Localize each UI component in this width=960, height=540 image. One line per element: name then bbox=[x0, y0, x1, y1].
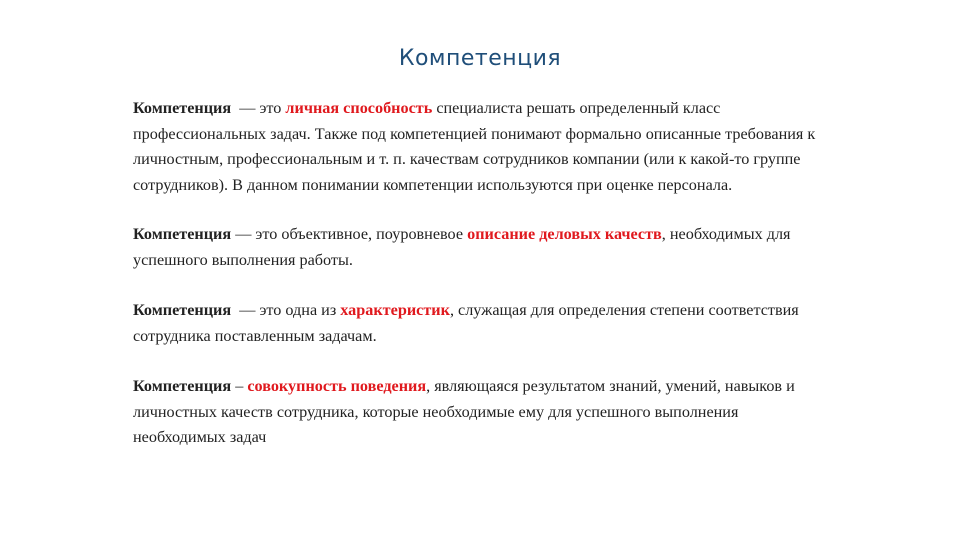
definition-text: — это объективное, поуровневое bbox=[231, 225, 468, 243]
definition-text: , служащая для определения степени соответствия bbox=[449, 301, 799, 319]
definition-text: , являющаяся результатом знаний, умений, навыков и bbox=[426, 377, 795, 395]
highlighted-phrase: личная способность bbox=[285, 99, 433, 117]
definition-line bbox=[133, 298, 833, 324]
definition-line: успешного выполнения работы. bbox=[133, 250, 353, 269]
definition-line: сотрудников). В данном понимании компетенции используются при оценке персонала. bbox=[133, 175, 733, 194]
definition-paragraph-1 bbox=[133, 96, 833, 198]
definition-line bbox=[133, 374, 833, 400]
definition-line bbox=[133, 96, 833, 122]
definition-paragraph-4 bbox=[133, 374, 833, 451]
highlighted-phrase: описание деловых качеств bbox=[467, 225, 662, 243]
highlighted-phrase: характеристик bbox=[340, 301, 450, 319]
slide-title: Компетенция bbox=[398, 46, 562, 71]
definition-text: — это bbox=[231, 99, 286, 117]
definition-text: , необходимых для bbox=[661, 225, 791, 243]
definition-line: профессиональных задач. Также под компетенцией понимают формально описанные требования к bbox=[133, 124, 816, 143]
definition-text: – bbox=[231, 377, 248, 395]
term-label: Компетенция bbox=[133, 99, 232, 117]
definition-line: сотрудника поставленным задачам. bbox=[133, 326, 377, 345]
definitions-block bbox=[133, 96, 833, 451]
definition-text: — это одна из bbox=[231, 301, 341, 319]
definition-line: личностным, профессиональным и т. п. качествам сотрудников компании (или к какой-то группе bbox=[133, 150, 801, 168]
definition-paragraph-2 bbox=[133, 222, 833, 273]
definition-text: специалиста решать определенный класс bbox=[432, 99, 721, 117]
definition-line: необходимых задач bbox=[133, 428, 267, 446]
term-label: Компетенция bbox=[133, 377, 232, 395]
definition-paragraph-3 bbox=[133, 298, 833, 349]
definition-line: личностных качеств сотрудника, которые необходимые ему для успешного выполнения bbox=[133, 402, 739, 421]
definition-line bbox=[133, 222, 833, 248]
term-label: Компетенция bbox=[133, 301, 232, 319]
term-label: Компетенция bbox=[133, 225, 232, 243]
highlighted-phrase: совокупность поведения bbox=[247, 377, 427, 395]
